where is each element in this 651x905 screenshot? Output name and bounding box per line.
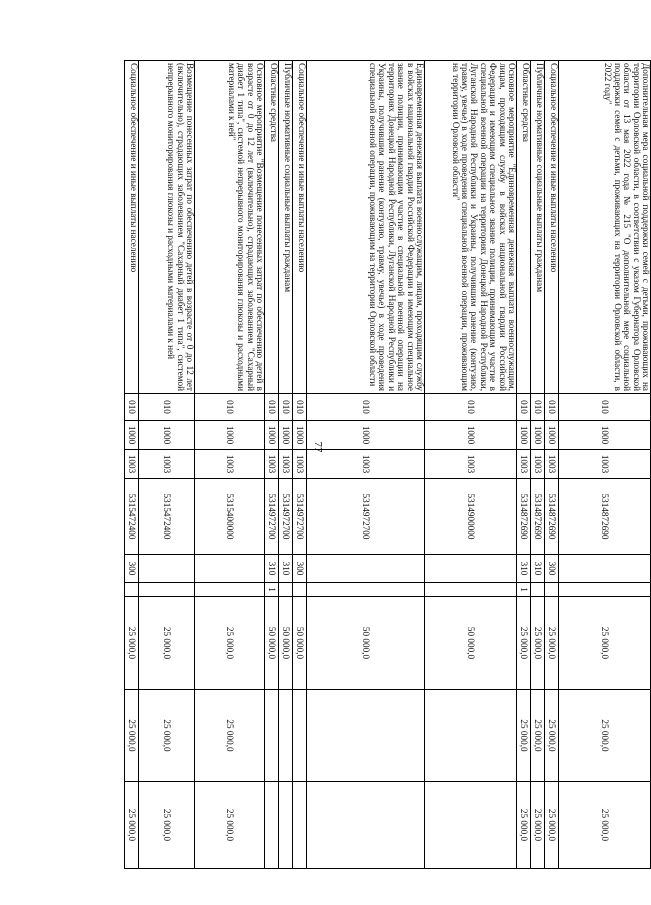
cell-section: 1000	[307, 421, 425, 450]
cell-amount-1: 25 000,0	[559, 597, 651, 690]
cell-amount-2: 25 000,0	[125, 690, 139, 782]
cell-expense-type	[307, 555, 425, 583]
cell-amount-3	[425, 782, 517, 869]
cell-name: Социальное обеспечение и иные выплаты населению	[545, 61, 559, 394]
cell-ministry: 010	[545, 394, 559, 421]
cell-target-article: 5314972700	[307, 479, 425, 555]
cell-ministry: 010	[517, 394, 531, 421]
cell-amount-3: 25 000,0	[125, 782, 139, 869]
budget-table	[124, 60, 651, 869]
cell-subsection: 1003	[531, 450, 545, 479]
cell-subsection: 1003	[279, 450, 293, 479]
cell-blank	[531, 583, 545, 597]
cell-section: 1000	[293, 421, 307, 450]
cell-section: 1000	[125, 421, 139, 450]
cell-expense-type: 310	[265, 555, 279, 583]
cell-subsection: 1003	[265, 450, 279, 479]
cell-amount-3	[265, 782, 279, 869]
cell-name: Дополнительная мера социальной поддержки семей с детьми, проживающих на территории Орловской области, в соответствии с указом Губернатора Орловской области от 13 мая 2022 года № 215 "О дополнительной мере социальной поддержки семей с детьми, проживающих на территории Орловской области, в 2022 году"	[559, 61, 651, 394]
cell-expense-type: 300	[125, 555, 139, 583]
cell-name: Публичные нормативные социальные выплаты гражданам	[279, 61, 293, 394]
table-row	[125, 61, 139, 869]
cell-name: Областные средства	[517, 61, 531, 394]
cell-section: 1000	[517, 421, 531, 450]
cell-section: 1000	[425, 421, 517, 450]
cell-ministry: 010	[279, 394, 293, 421]
cell-ministry: 010	[559, 394, 651, 421]
table-row	[545, 61, 559, 869]
table-row	[139, 61, 195, 869]
cell-subsection: 1003	[293, 450, 307, 479]
cell-amount-3: 25 000,0	[559, 782, 651, 869]
table-row	[279, 61, 293, 869]
cell-subsection: 1003	[125, 450, 139, 479]
table-row	[195, 61, 265, 869]
cell-amount-1: 25 000,0	[531, 597, 545, 690]
cell-name: Публичные нормативные социальные выплаты гражданам	[531, 61, 545, 394]
cell-expense-type	[425, 555, 517, 583]
cell-ministry: 010	[265, 394, 279, 421]
cell-subsection: 1003	[559, 450, 651, 479]
cell-expense-type: 300	[545, 555, 559, 583]
cell-name: Возмещение понесенных затрат по обеспечению детей в возрасте от 0 до 12 лет (включительно), страдающих заболеванием "Сахарный диабет 1 типа", системой непрерывного мониторирования глюкозы и расходными материалами к ней	[139, 61, 195, 394]
cell-expense-type: 300	[293, 555, 307, 583]
cell-blank	[139, 583, 195, 597]
cell-amount-3: 25 000,0	[139, 782, 195, 869]
cell-subsection: 1003	[517, 450, 531, 479]
cell-target-article: 5314972700	[293, 479, 307, 555]
cell-name: Основное мероприятие "Возмещение понесенных затрат по обеспечению детей в возрасте от 0 до 12 лет (включительно), страдающих заболеванием "Сахарный диабет 1 типа", системой непрерывного мониторирования глюкозы и расходными материалами к ней"	[195, 61, 265, 394]
cell-expense-type: 310	[517, 555, 531, 583]
cell-target-article: 5315400000	[195, 479, 265, 555]
cell-section: 1000	[265, 421, 279, 450]
cell-section: 1000	[559, 421, 651, 450]
cell-target-article: 5314872690	[559, 479, 651, 555]
cell-target-article: 5314872690	[517, 479, 531, 555]
cell-amount-1: 50 000,0	[279, 597, 293, 690]
cell-name: Социальное обеспечение и иные выплаты населению	[125, 61, 139, 394]
cell-ministry: 010	[125, 394, 139, 421]
cell-target-article: 5314900000	[425, 479, 517, 555]
cell-ministry: 010	[293, 394, 307, 421]
cell-name: Единовременная денежная выплата военнослужащим, лицам, проходящим службу в войсках национальной гвардии Российской Федерации и имеющим специальное звание полиции, принимающим участие в специальной военной операции на территориях Донецкой Народной Республики, Луганской Народной Республики и Украины, получившим ранение (контузию, травму, увечье) в ходе проведения специальной военной операции, проживающим на территории Орловской области	[307, 61, 425, 394]
cell-section: 1000	[531, 421, 545, 450]
cell-name: Основное мероприятие "Единовременная денежная выплата военнослужащим, лицам, проходящим службу в войсках национальной гвардии Российской Федерации и имеющим специальное звание полиции, принимающим участие в специальной военной операции на территориях Донецкой Народной Республики, Луганской Народной Республики и Украины, получившим ранение (контузию, травму, увечье) в ходе проведения специальной военной операции, проживающим на территории Орловской области"	[425, 61, 517, 394]
rotated-budget-table	[0, 60, 651, 842]
table-row	[425, 61, 517, 869]
cell-amount-2	[265, 690, 279, 782]
cell-amount-3	[279, 782, 293, 869]
cell-amount-3: 25 000,0	[545, 782, 559, 869]
cell-section: 1000	[139, 421, 195, 450]
cell-name: Социальное обеспечение и иные выплаты населению	[293, 61, 307, 394]
cell-target-article: 5315472400	[125, 479, 139, 555]
table-row	[307, 61, 425, 869]
cell-subsection: 1003	[139, 450, 195, 479]
table-row	[517, 61, 531, 869]
table-row	[265, 61, 279, 869]
cell-amount-3: 25 000,0	[517, 782, 531, 869]
cell-ministry: 010	[195, 394, 265, 421]
cell-target-article: 5314972700	[265, 479, 279, 555]
table-row	[293, 61, 307, 869]
cell-subsection: 1003	[425, 450, 517, 479]
cell-amount-1: 25 000,0	[195, 597, 265, 690]
cell-amount-3: 25 000,0	[531, 782, 545, 869]
cell-amount-3	[307, 782, 425, 869]
cell-section: 1000	[279, 421, 293, 450]
cell-amount-2	[279, 690, 293, 782]
cell-amount-1: 50 000,0	[425, 597, 517, 690]
cell-blank	[559, 583, 651, 597]
cell-amount-1: 25 000,0	[125, 597, 139, 690]
cell-amount-2	[293, 690, 307, 782]
cell-amount-2: 25 000,0	[139, 690, 195, 782]
cell-subsection: 1003	[307, 450, 425, 479]
cell-subsection: 1003	[195, 450, 265, 479]
cell-amount-1: 50 000,0	[307, 597, 425, 690]
cell-section: 1000	[545, 421, 559, 450]
cell-subsection: 1003	[545, 450, 559, 479]
cell-amount-2: 25 000,0	[517, 690, 531, 782]
cell-blank	[195, 583, 265, 597]
cell-amount-1: 25 000,0	[139, 597, 195, 690]
cell-blank	[545, 583, 559, 597]
cell-target-article: 5315472400	[139, 479, 195, 555]
cell-ministry: 010	[307, 394, 425, 421]
cell-blank: 1	[517, 583, 531, 597]
cell-blank: 1	[265, 583, 279, 597]
cell-ministry: 010	[425, 394, 517, 421]
cell-expense-type	[139, 555, 195, 583]
cell-blank	[293, 583, 307, 597]
table-row	[559, 61, 651, 869]
cell-amount-2: 25 000,0	[559, 690, 651, 782]
cell-amount-1: 50 000,0	[293, 597, 307, 690]
cell-amount-2: 25 000,0	[545, 690, 559, 782]
cell-section: 1000	[195, 421, 265, 450]
cell-ministry: 010	[531, 394, 545, 421]
table-row	[531, 61, 545, 869]
cell-expense-type	[195, 555, 265, 583]
cell-name: Областные средства	[265, 61, 279, 394]
cell-blank	[279, 583, 293, 597]
page-number: 77	[312, 441, 324, 453]
cell-amount-1: 25 000,0	[517, 597, 531, 690]
cell-target-article: 5314972700	[279, 479, 293, 555]
cell-expense-type: 310	[531, 555, 545, 583]
cell-expense-type: 310	[279, 555, 293, 583]
cell-amount-3: 25 000,0	[195, 782, 265, 869]
cell-amount-3	[293, 782, 307, 869]
cell-amount-2	[307, 690, 425, 782]
cell-amount-2: 25 000,0	[531, 690, 545, 782]
cell-blank	[307, 583, 425, 597]
cell-blank	[125, 583, 139, 597]
cell-blank	[425, 583, 517, 597]
cell-amount-1: 50 000,0	[265, 597, 279, 690]
cell-target-article: 5314872690	[531, 479, 545, 555]
cell-target-article: 5314872690	[545, 479, 559, 555]
cell-amount-2	[425, 690, 517, 782]
cell-amount-2: 25 000,0	[195, 690, 265, 782]
cell-amount-1: 25 000,0	[545, 597, 559, 690]
cell-expense-type	[559, 555, 651, 583]
cell-ministry: 010	[139, 394, 195, 421]
